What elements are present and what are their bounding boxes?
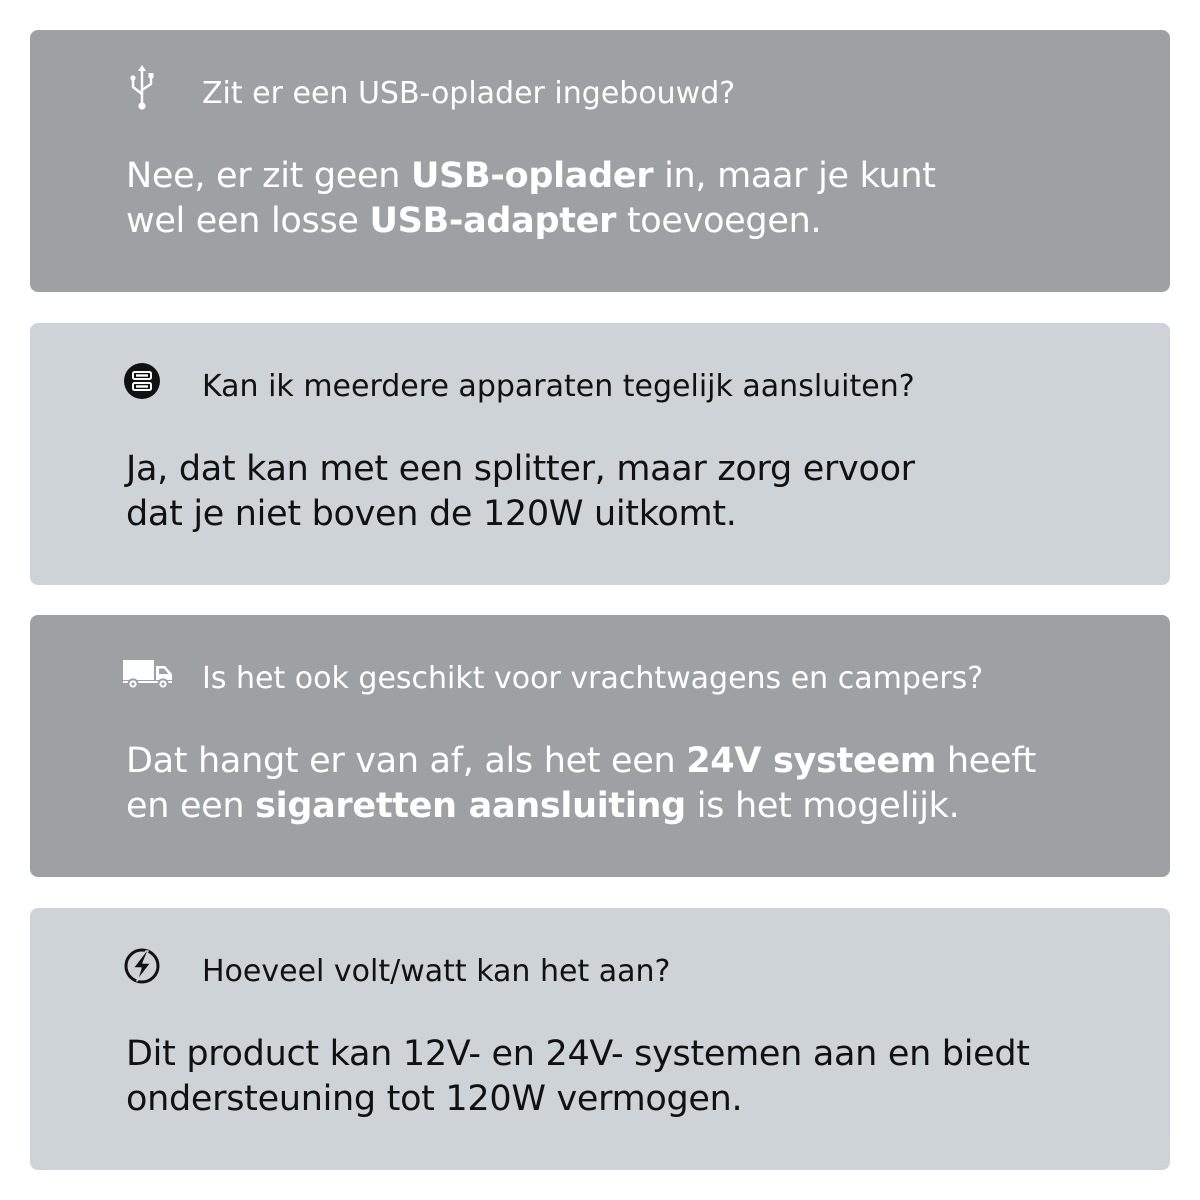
truck-icon bbox=[122, 653, 174, 693]
faq-answer bbox=[126, 154, 1086, 244]
answer-line bbox=[126, 447, 1086, 492]
answer-line bbox=[126, 784, 1086, 829]
answer-line bbox=[126, 154, 1086, 199]
answer-line bbox=[126, 199, 1086, 244]
answer-highlight: USB-adapter bbox=[369, 201, 617, 241]
faq-question: Kan ik meerdere apparaten tegelijk aansluiten? bbox=[202, 369, 915, 404]
answer-text: Dit product kan 12V- en 24V- systemen aan en biedt bbox=[126, 1034, 1030, 1074]
faq-question: Zit er een USB-oplader ingebouwd? bbox=[202, 76, 736, 111]
faq-card-trucks-campers bbox=[30, 615, 1170, 877]
answer-text: wel een losse bbox=[126, 201, 370, 241]
lightning-bolt-icon bbox=[122, 946, 162, 986]
answer-text: ondersteuning tot 120W vermogen. bbox=[126, 1079, 743, 1119]
faq-answer bbox=[126, 739, 1086, 829]
answer-text: is het mogelijk. bbox=[685, 786, 960, 826]
answer-text: toevoegen. bbox=[616, 201, 822, 241]
faq-question: Hoeveel volt/watt kan het aan? bbox=[202, 954, 671, 989]
answer-highlight: USB-oplader bbox=[410, 156, 654, 196]
answer-line bbox=[126, 1077, 1086, 1122]
answer-text: heeft bbox=[936, 741, 1037, 781]
faq-card-usb-charger bbox=[30, 30, 1170, 292]
faq-answer bbox=[126, 1032, 1086, 1122]
faq-card-multiple-devices bbox=[30, 323, 1170, 585]
answer-text: in, maar je kunt bbox=[653, 156, 936, 196]
answer-text: Dat hangt er van af, als het een bbox=[126, 741, 687, 781]
answer-line bbox=[126, 492, 1086, 537]
answer-text: Nee, er zit geen bbox=[126, 156, 411, 196]
faq-question: Is het ook geschikt voor vrachtwagens en campers? bbox=[202, 661, 984, 696]
answer-line bbox=[126, 1032, 1086, 1077]
faq-card-volt-watt bbox=[30, 908, 1170, 1170]
usb-ports-icon bbox=[122, 361, 162, 401]
answer-text: en een bbox=[126, 786, 256, 826]
answer-text: Ja, dat kan met een splitter, maar zorg ervoor bbox=[126, 449, 915, 489]
answer-highlight: 24V systeem bbox=[686, 741, 937, 781]
answer-line bbox=[126, 739, 1086, 784]
faq-answer bbox=[126, 447, 1086, 537]
usb-icon bbox=[122, 68, 162, 108]
answer-text: dat je niet boven de 120W uitkomt. bbox=[126, 494, 737, 534]
answer-highlight: sigaretten aansluiting bbox=[255, 786, 686, 826]
